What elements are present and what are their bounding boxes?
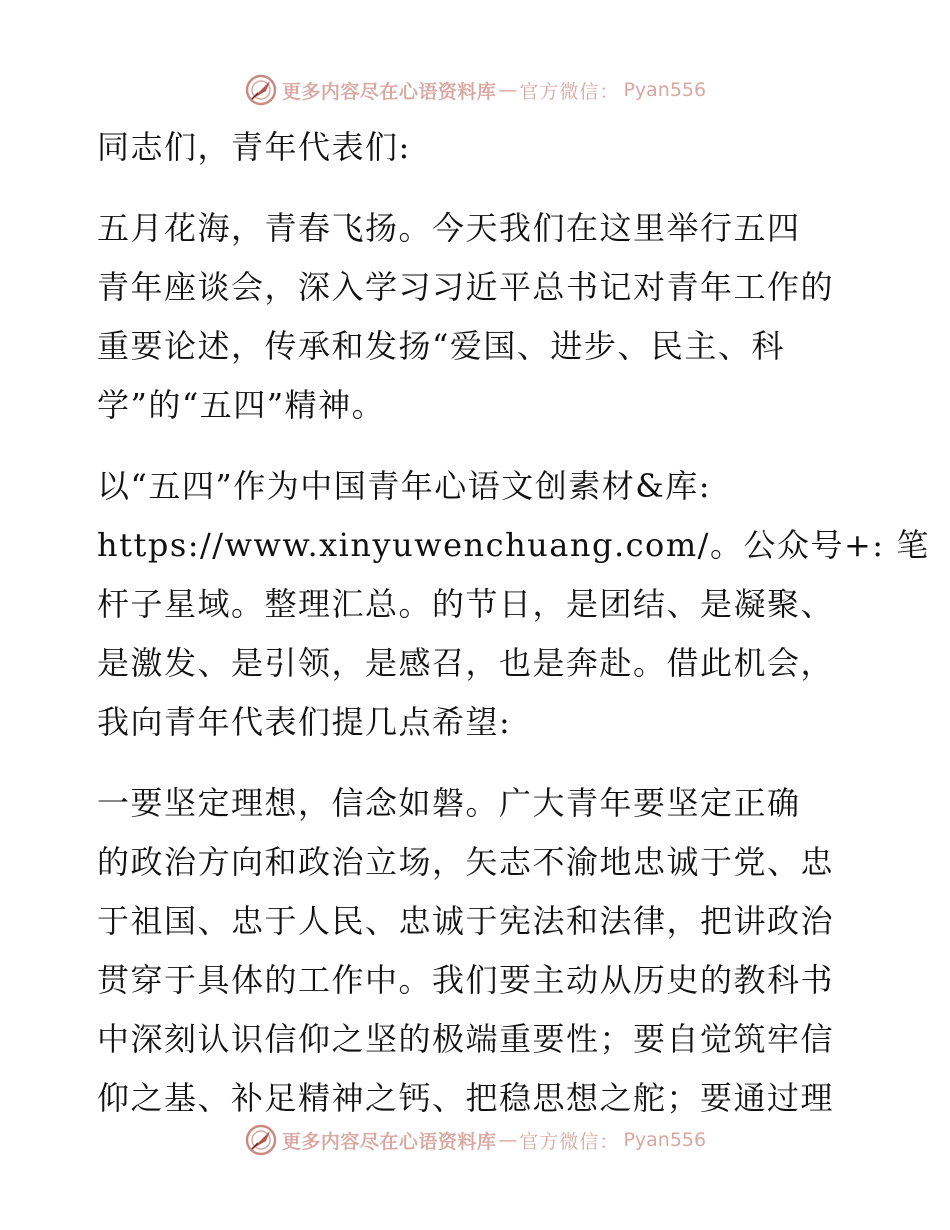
banner-wechat-id: Pyan556 <box>623 79 707 101</box>
text-line: 同志们，青年代表们: <box>97 128 411 166</box>
banner-wechat-label: 官方微信： <box>519 1130 620 1153</box>
text-line: 于祖国、忠于人民、忠诚于宪法和法律，把讲政治 <box>97 902 835 940</box>
footer-watermark-banner <box>0 1120 950 1160</box>
text-line: https://www.xinyuwenchuang.com/。公众号+: 笔 <box>97 526 930 564</box>
banner-wechat-label: 官方微信： <box>519 80 620 103</box>
text-line: 是激发、是引领，是感召，也是奔赴。借此机会， <box>97 644 835 682</box>
text-line: 五月花海，青春飞扬。今天我们在这里举行五四 <box>97 209 801 247</box>
text-line: 我向青年代表们提几点希望: <box>97 703 512 741</box>
text-line: 杆子星域。整理汇总。的节日，是团结、是凝聚、 <box>97 585 835 623</box>
banner-wechat-id: Pyan556 <box>623 1129 707 1151</box>
banner-dash: — <box>498 79 518 101</box>
text-line: 青年座谈会，深入学习习近平总书记对青年工作的 <box>97 268 835 306</box>
document-body <box>97 118 930 1128</box>
text-line: 学”的“五四”精神。 <box>97 386 386 424</box>
banner-dash: — <box>498 1129 518 1151</box>
banner-text: 更多内容尽在心语资料库 <box>281 1130 497 1153</box>
quill-logo-icon <box>244 73 278 107</box>
text-line: 以“五四”作为中国青年心语文创素材&库: <box>97 467 711 505</box>
quill-logo-icon <box>244 1123 278 1157</box>
text-line: 重要论述，传承和发扬“爱国、进步、民主、科 <box>97 327 785 365</box>
text-line: 贯穿于具体的工作中。我们要主动从历史的教科书 <box>97 961 835 999</box>
text-line: 一要坚定理想，信念如磐。广大青年要坚定正确 <box>97 784 801 822</box>
header-watermark-banner <box>0 70 950 110</box>
text-line: 仰之基、补足精神之钙、把稳思想之舵；要通过理 <box>97 1079 835 1117</box>
banner-text: 更多内容尽在心语资料库 <box>281 80 497 103</box>
text-line: 的政治方向和政治立场，矢志不渝地忠诚于党、忠 <box>97 843 835 881</box>
text-line: 中深刻认识信仰之坚的极端重要性；要自觉筑牢信 <box>97 1020 835 1058</box>
